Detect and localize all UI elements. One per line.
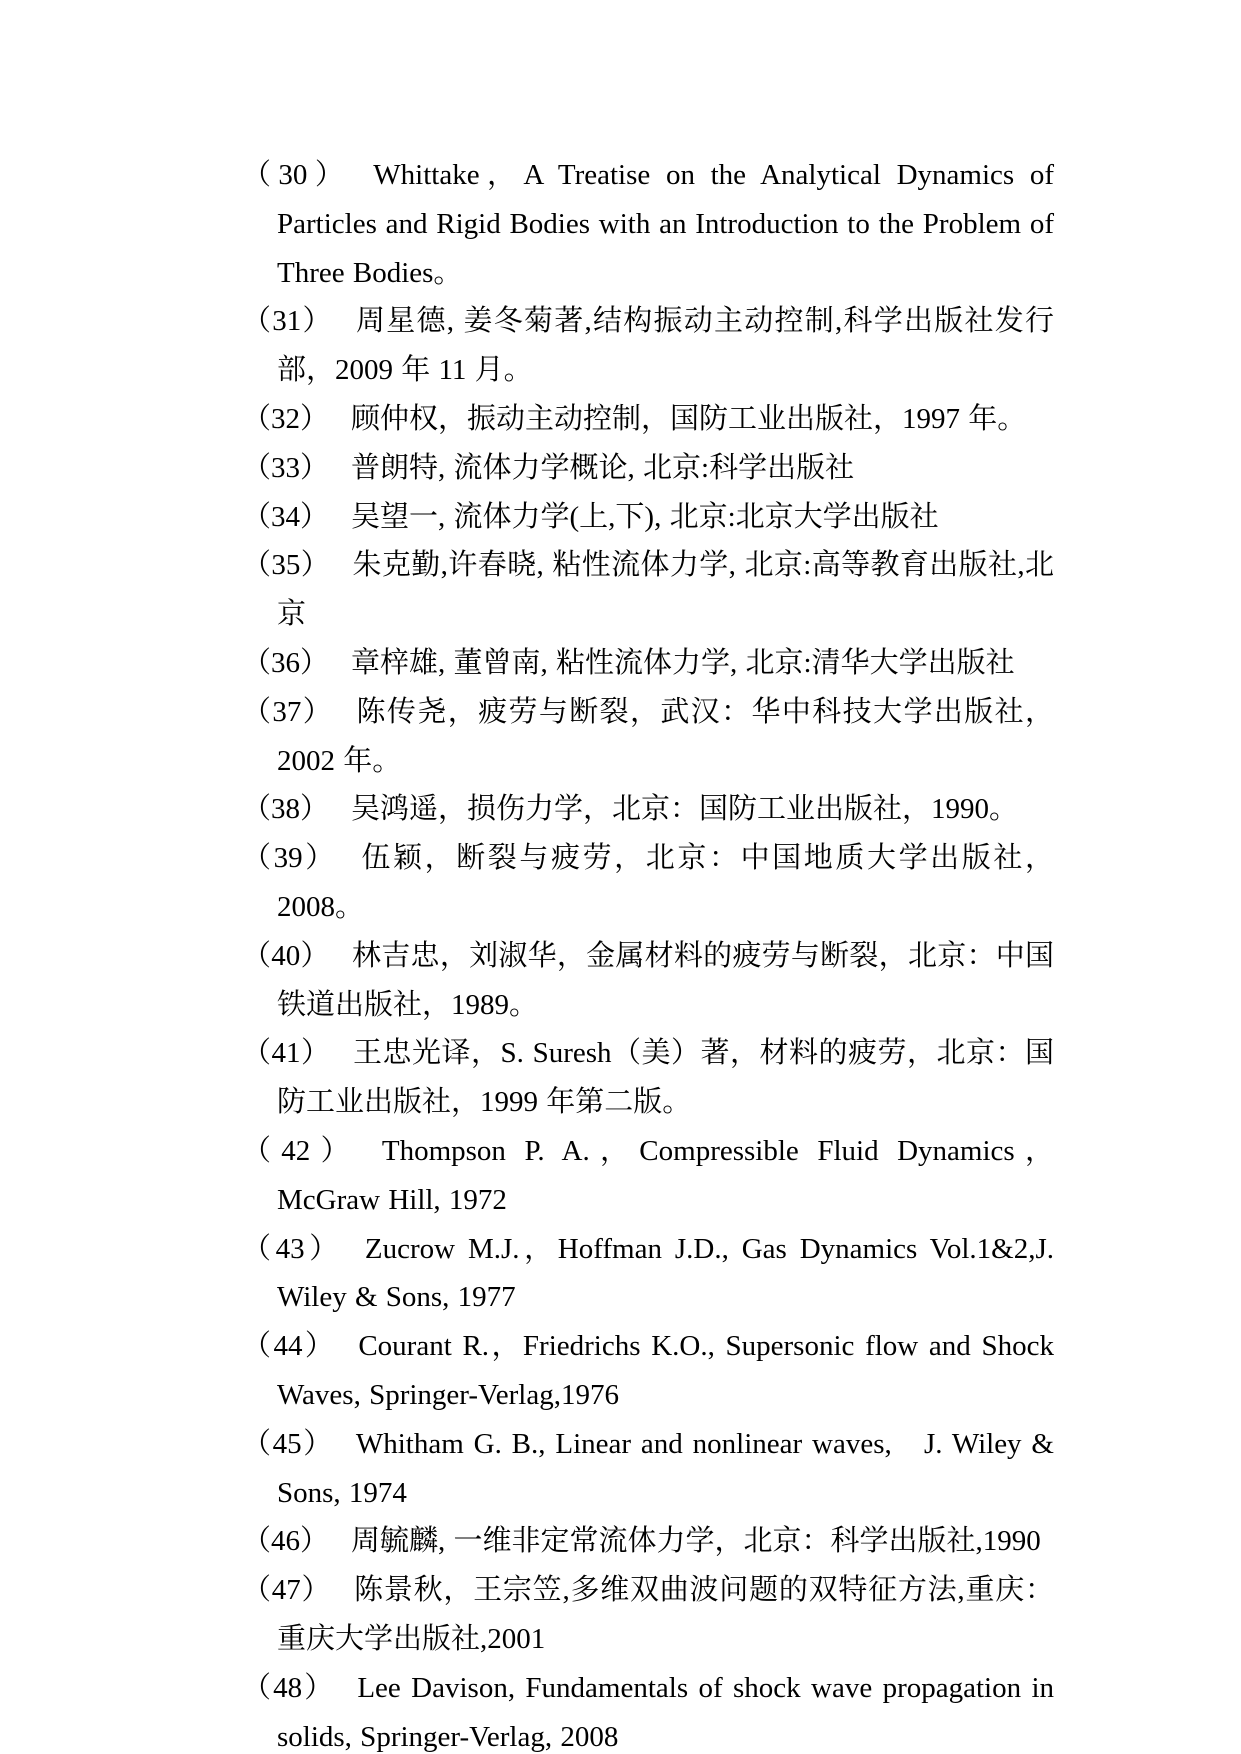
reference-number: （31） (242, 305, 333, 338)
reference-number: （48） (242, 1671, 336, 1704)
reference-item (242, 1225, 1054, 1323)
reference-text: 顾仲权，振动主动控制，国防工业出版社，1997 年。 (351, 402, 1027, 435)
reference-text: Lee Davison, Fundamentals of shock wave propagation in solids, Springer-Verlag, 2008 (277, 1671, 1054, 1753)
reference-text: 陈传尧，疲劳与断裂，武汉：华中科技大学出版社，2002 年。 (277, 695, 1054, 777)
reference-item (242, 785, 1054, 834)
reference-item (242, 1420, 1054, 1518)
reference-text: 王忠光译，S. Suresh（美）著，材料的疲劳，北京：国防工业出版社，1999 年第二版。 (277, 1037, 1054, 1119)
reference-number: （42） (242, 1134, 360, 1167)
reference-item (242, 639, 1054, 688)
reference-number: （37） (242, 695, 334, 728)
reference-item (242, 932, 1054, 1030)
reference-number: （32） (242, 402, 330, 435)
reference-item (242, 1566, 1054, 1664)
reference-item (242, 1664, 1054, 1754)
reference-text: 伍颖，断裂与疲劳，北京：中国地质大学出版社，2008。 (277, 842, 1054, 923)
reference-text: Whittake，A Treatise on the Analytical Dynamics of Particles and Rigid Bodies with an Introduction to the Problem of Three Bodies。 (277, 159, 1054, 289)
reference-item (242, 1029, 1054, 1127)
reference-text: Zucrow M.J.，Hoffman J.D., Gas Dynamics Vol.1&2,J. Wiley & Sons, 1977 (277, 1232, 1054, 1314)
reference-item (242, 541, 1054, 639)
reference-text: Whitham G. B., Linear and nonlinear waves, J. Wiley & Sons, 1974 (277, 1427, 1054, 1509)
reference-text: 林吉忠，刘淑华，金属材料的疲劳与断裂，北京：中国铁道出版社，1989。 (277, 939, 1054, 1021)
reference-text: 普朗特, 流体力学概论, 北京:科学出版社 (351, 451, 855, 484)
reference-item (242, 395, 1054, 444)
reference-number: （43） (242, 1232, 343, 1265)
reference-item (242, 688, 1054, 786)
reference-item (242, 297, 1054, 395)
reference-number: （41） (242, 1037, 331, 1070)
reference-number: （34） (242, 500, 330, 533)
reference-text: 周毓麟, 一维非定常流体力学，北京：科学出版社,1990 (351, 1525, 1041, 1558)
reference-text: Thompson P. A.，Compressible Fluid Dynamics，McGraw Hill, 1972 (277, 1134, 1054, 1216)
reference-item (242, 493, 1054, 542)
reference-text: 吴望一, 流体力学(上,下), 北京:北京大学出版社 (351, 500, 939, 533)
reference-text: Courant R.，Friedrichs K.O., Supersonic flow and Shock Waves, Springer-Verlag,1976 (277, 1330, 1054, 1411)
reference-number: （30） (242, 159, 352, 191)
reference-number: （44） (242, 1330, 337, 1363)
reference-item (242, 834, 1054, 932)
reference-text: 章梓雄, 董曾南, 粘性流体力学, 北京:清华大学出版社 (351, 646, 1015, 679)
reference-number: （46） (242, 1525, 330, 1558)
reference-number: （38） (242, 793, 330, 826)
reference-item (242, 1517, 1054, 1566)
reference-number: （40） (242, 939, 330, 972)
reference-number: （33） (242, 451, 330, 484)
reference-number: （45） (242, 1427, 334, 1460)
reference-number: （35） (242, 549, 331, 582)
reference-number: （39） (242, 842, 337, 875)
reference-number: （47） (242, 1574, 332, 1607)
reference-text: 朱克勤,许春晓, 粘性流体力学, 北京:高等教育出版社,北京 (277, 549, 1054, 631)
reference-text: 周星德, 姜冬菊著,结构振动主动控制,科学出版社发行部，2009 年 11 月。 (277, 305, 1054, 387)
reference-item (242, 444, 1054, 493)
reference-text: 陈景秋，王宗笠,多维双曲波问题的双特征方法,重庆：重庆大学出版社,2001 (277, 1574, 1054, 1655)
reference-item (242, 1322, 1054, 1420)
reference-item (242, 1127, 1054, 1225)
reference-text: 吴鸿遥，损伤力学，北京：国防工业出版社，1990。 (351, 793, 1019, 826)
reference-item (242, 151, 1054, 297)
reference-number: （36） (242, 646, 330, 679)
reference-list (242, 151, 1054, 1754)
